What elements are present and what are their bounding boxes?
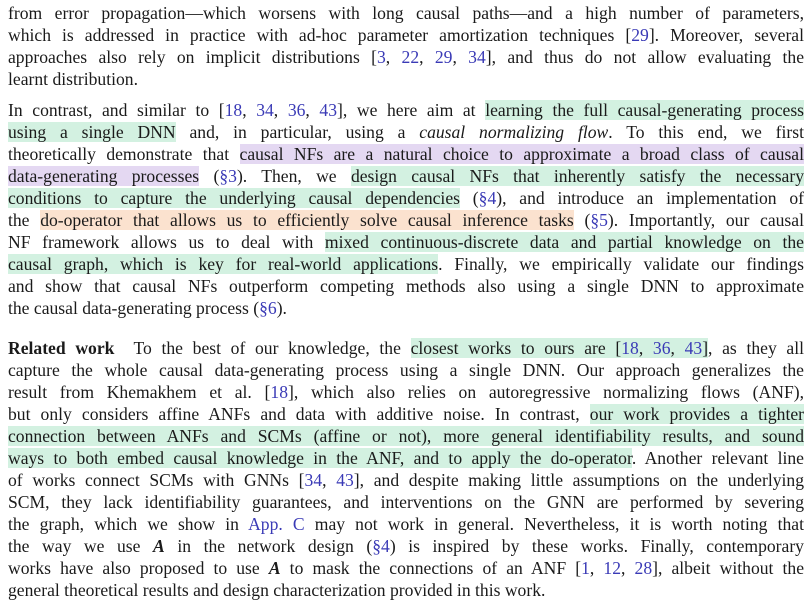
highlight-orange: do-operator that allows us to efficiently solve causal inference tasks <box>40 210 574 230</box>
highlight-purple: data-generating processes <box>8 166 200 186</box>
highlight-green: ways to both embed causal knowledge in the ANF, and to apply the do-operator <box>8 448 632 468</box>
citation-link[interactable]: 22 <box>401 47 420 67</box>
p1-line-2: which is addressed in practice with ad-hoc parameter amortization techniques [29]. Moreover, several <box>8 25 805 45</box>
citation-link[interactable]: 36 <box>652 338 671 358</box>
p2-line-9: and show that causal NFs outperform competing methods also using a single DNN to approximate <box>8 276 804 296</box>
p3-line-10: the way we use A in the network design (§4) is inspired by these works. Finally, contemporary <box>8 536 804 556</box>
emphasis-text: causal normalizing flow <box>419 122 609 142</box>
p2-line-1: In contrast, and similar to [18, 34, 36, 43], we here aim at learning the full causal-generating process <box>8 100 805 120</box>
highlight-green: causal graph, which is key for real-world applications <box>8 254 439 274</box>
citation-link[interactable]: 43 <box>684 338 703 358</box>
citation-link[interactable]: 34 <box>256 100 274 120</box>
highlight-green: learning the full causal-generating process <box>485 100 805 120</box>
p3-line-2: capture the whole causal data-generating process using a single DNN. Our approach generalizes the <box>8 360 804 380</box>
citation-link[interactable]: 29 <box>631 25 649 45</box>
section-link[interactable]: §4 <box>372 536 390 556</box>
highlight-green: design causal NFs that inherently satisfy the necessary <box>350 166 805 186</box>
citation-link[interactable]: 18 <box>621 338 639 358</box>
highlight-green: closest works to ours are [18, 36, 43] <box>410 338 709 358</box>
section-link[interactable]: §3 <box>219 166 237 186</box>
highlight-green: mixed continuous-discrete data and partial knowledge on the <box>324 232 804 252</box>
citation-link[interactable]: 34 <box>468 47 486 67</box>
p2-line-7: NF framework allows us to deal with mixed continuous-discrete data and partial knowledge on the <box>8 232 804 252</box>
p2-line-5: conditions to capture the underlying causal dependencies (§4), and introduce an implementation of <box>8 188 804 208</box>
section-link[interactable]: §5 <box>590 210 608 230</box>
appendix-link[interactable]: App. C <box>248 514 305 534</box>
p2-line-10: the causal data-generating process (§6). <box>8 298 287 318</box>
citation-link[interactable]: 43 <box>336 470 354 490</box>
p3-line-6: ways to both embed causal knowledge in the ANF, and to apply the do-operator. Another relevant line <box>8 448 804 468</box>
p2-line-8: causal graph, which is key for real-world applications. Finally, we empirically validate our findings <box>8 254 804 274</box>
citation-link[interactable]: 34 <box>304 470 323 490</box>
citation-link[interactable]: 18 <box>270 382 288 402</box>
highlight-green: our work provides a tighter <box>589 404 804 424</box>
p2-line-6: the do-operator that allows us to efficiently solve causal inference tasks (§5). Importantly, our causal <box>8 210 804 230</box>
citation-link[interactable]: 29 <box>434 47 453 67</box>
p3-line-12: general theoretical results and design characterization provided in this work. <box>8 580 546 600</box>
citation-link[interactable]: 18 <box>224 100 243 120</box>
highlight-purple: causal NFs are a natural choice to approximate a broad class of causal <box>239 144 804 164</box>
p3-line-5 <box>8 426 804 447</box>
p2-line-2: using a single DNN and, in particular, using a causal normalizing flow. To this end, we first <box>8 122 804 142</box>
section-heading: Related work <box>8 338 115 358</box>
p1-line-1: from error propagation—which worsens with long causal paths—and a high number of parameters, <box>8 3 804 23</box>
matrix-symbol: A <box>268 558 281 578</box>
highlight-green: using a single DNN <box>8 122 176 142</box>
highlight-green: conditions to capture the underlying causal dependencies <box>8 188 460 208</box>
p2-line-3: theoretically demonstrate that causal NFs are a natural choice to approximate a broad class of causal <box>8 144 804 164</box>
p3-line-11: works have also proposed to use A to mask the connections of an ANF [1, 12, 28], albeit without the <box>8 558 805 578</box>
citation-link[interactable]: 28 <box>634 558 653 578</box>
citation-link[interactable]: 12 <box>603 558 622 578</box>
p3-line-7: of works connect SCMs with GNNs [34, 43], and despite making little assumptions on the underlying <box>8 470 805 490</box>
p3-line-9: the graph, which we show in App. C may not work in general. Nevertheless, it is worth noting that <box>8 514 804 534</box>
citation-link[interactable]: 1 <box>581 558 590 578</box>
p1-line-3: approaches also rely on implicit distributions [3, 22, 29, 34], and thus do not allow evaluating the <box>8 47 805 67</box>
citation-link[interactable]: 43 <box>319 100 338 120</box>
section-link[interactable]: §6 <box>259 298 277 318</box>
p3-line-3: result from Khemakhem et al. [18], which also relies on autoregressive normalizing flows (ANF), <box>8 382 804 402</box>
matrix-symbol: A <box>153 536 165 556</box>
p3-line-1: Related work To the best of our knowledge, the closest works to ours are [18, 36, 43], as they all <box>8 338 805 358</box>
highlight-green: connection between ANFs and SCMs (affine or not), more general identifiability results, and sound <box>8 426 804 446</box>
citation-link[interactable]: 3 <box>376 47 386 67</box>
p1-line-4: learnt distribution. <box>8 69 138 89</box>
p2-line-4: data-generating processes (§3). Then, we design causal NFs that inherently satisfy the necessary <box>8 166 805 186</box>
p3-line-4: but only considers affine ANFs and data with additive noise. In contrast, our work provides a tighter <box>8 404 804 424</box>
section-link[interactable]: §4 <box>478 188 497 208</box>
citation-link[interactable]: 36 <box>287 100 306 120</box>
p3-line-8: SCM, they lack identifiability guarantees, and interventions on the GNN are performed by severing <box>8 492 804 512</box>
